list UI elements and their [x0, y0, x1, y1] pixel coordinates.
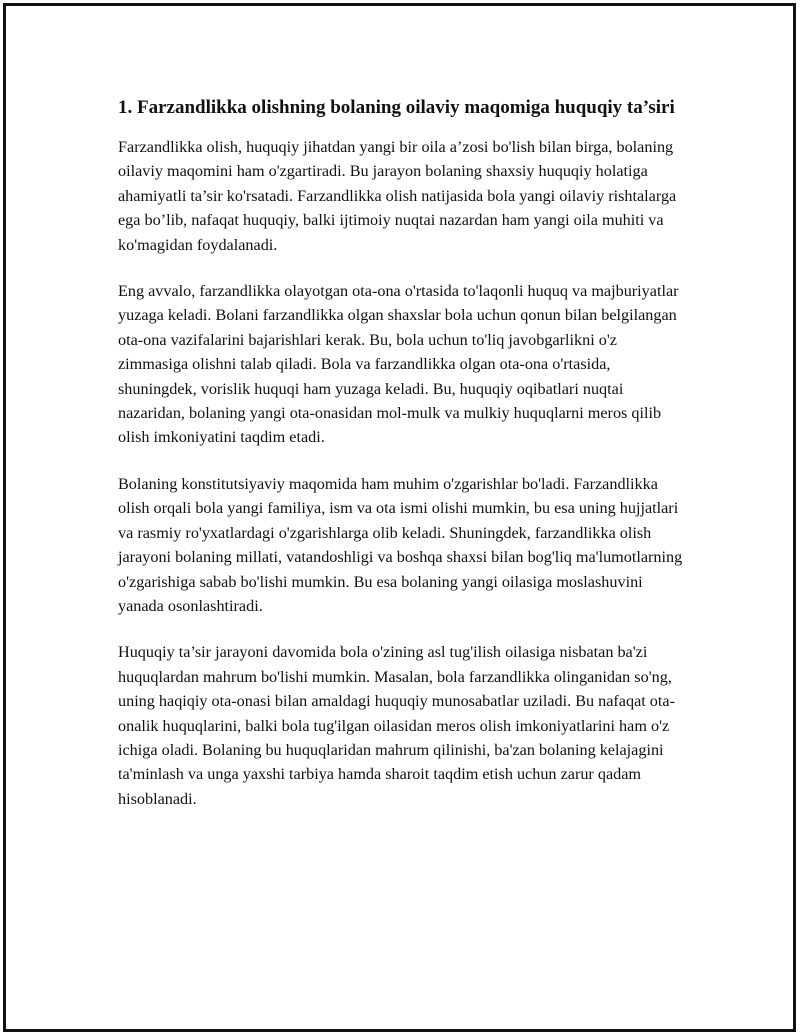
paragraph-4: Huquqiy ta’sir jarayoni davomida bola o'zining asl tug'ilish oilasiga nisbatan ba'zi huquqlardan mahrum bo'lishi mumkin. Masalan, bola farzandlikka olinganidan so'ng, uning haqiqiy ota-onasi bilan amaldagi huquqiy munosabatlar uziladi. Bu nafaqat ota-onalik huquqlarini, balki bola tug'ilgan oilasidan meros olish imkoniyatlarini ham o'z ichiga oladi. Bolaning bu huquqlaridan mahrum qilinishi, ba'zan bolaning kelajagini ta'minlash va unga yaxshi tarbiya hamda sharoit taqdim etish uchun zarur qadam hisoblanadi. [118, 643, 675, 808]
document-body [118, 94, 684, 833]
paragraph-2: Eng avvalo, farzandlikka olayotgan ota-ona o'rtasida to'laqonli huquq va majburiyatlar yuzaga keladi. Bolani farzandlikka olgan shaxslar bola uchun qonun bilan belgilangan ota-ona vazifalarini bajarishlari kerak. Bu, bola uchun to'liq javobgarlikni o'z zimmasiga olishni talab qiladi. Bola va farzandlikka olgan ota-ona o'rtasida, shuningdek, vorislik huquqi ham yuzaga keladi. Bu, huquqiy oqibatlari nuqtai nazaridan, bolaning yangi ota-onasidan mol-mulk va mulkiy huquqlarni meros qilib olish imkoniyatini taqdim etadi. [118, 282, 679, 447]
section-heading: 1. Farzandlikka olishning bolaning oilaviy maqomiga huquqiy ta’siri [118, 97, 675, 118]
paragraph-1: Farzandlikka olish, huquqiy jihatdan yangi bir oila a’zosi bo'lish bilan birga, bolaning oilaviy maqomini ham o'zgartiradi. Bu jarayon bolaning shaxsiy huquqiy holatiga ahamiyatli ta’sir ko'rsatadi. Farzandlikka olish natijasida bola yangi oilaviy rishtalarga ega bo’lib, nafaqat huquqiy, balki ijtimoiy nuqtai nazardan ham yangi oila muhiti va ko'magidan foydalanadi. [118, 138, 677, 254]
paragraph-3: Bolaning konstitutsiyaviy maqomida ham muhim o'zgarishlar bo'ladi. Farzandlikka olish orqali bola yangi familiya, ism va ota ismi olishi mumkin, bu esa uning hujjatlari va rasmiy ro'yxatlardagi o'zgarishlarga olib keladi. Shuningdek, farzandlikka olish jarayoni bolaning millati, vatandoshligi va boshqa shaxsi bilan bog'liq ma'lumotlarning o'zgarishiga sabab bo'lishi mumkin. Bu esa bolaning yangi oilasiga moslashuvini yanada osonlashtiradi. [118, 474, 683, 615]
